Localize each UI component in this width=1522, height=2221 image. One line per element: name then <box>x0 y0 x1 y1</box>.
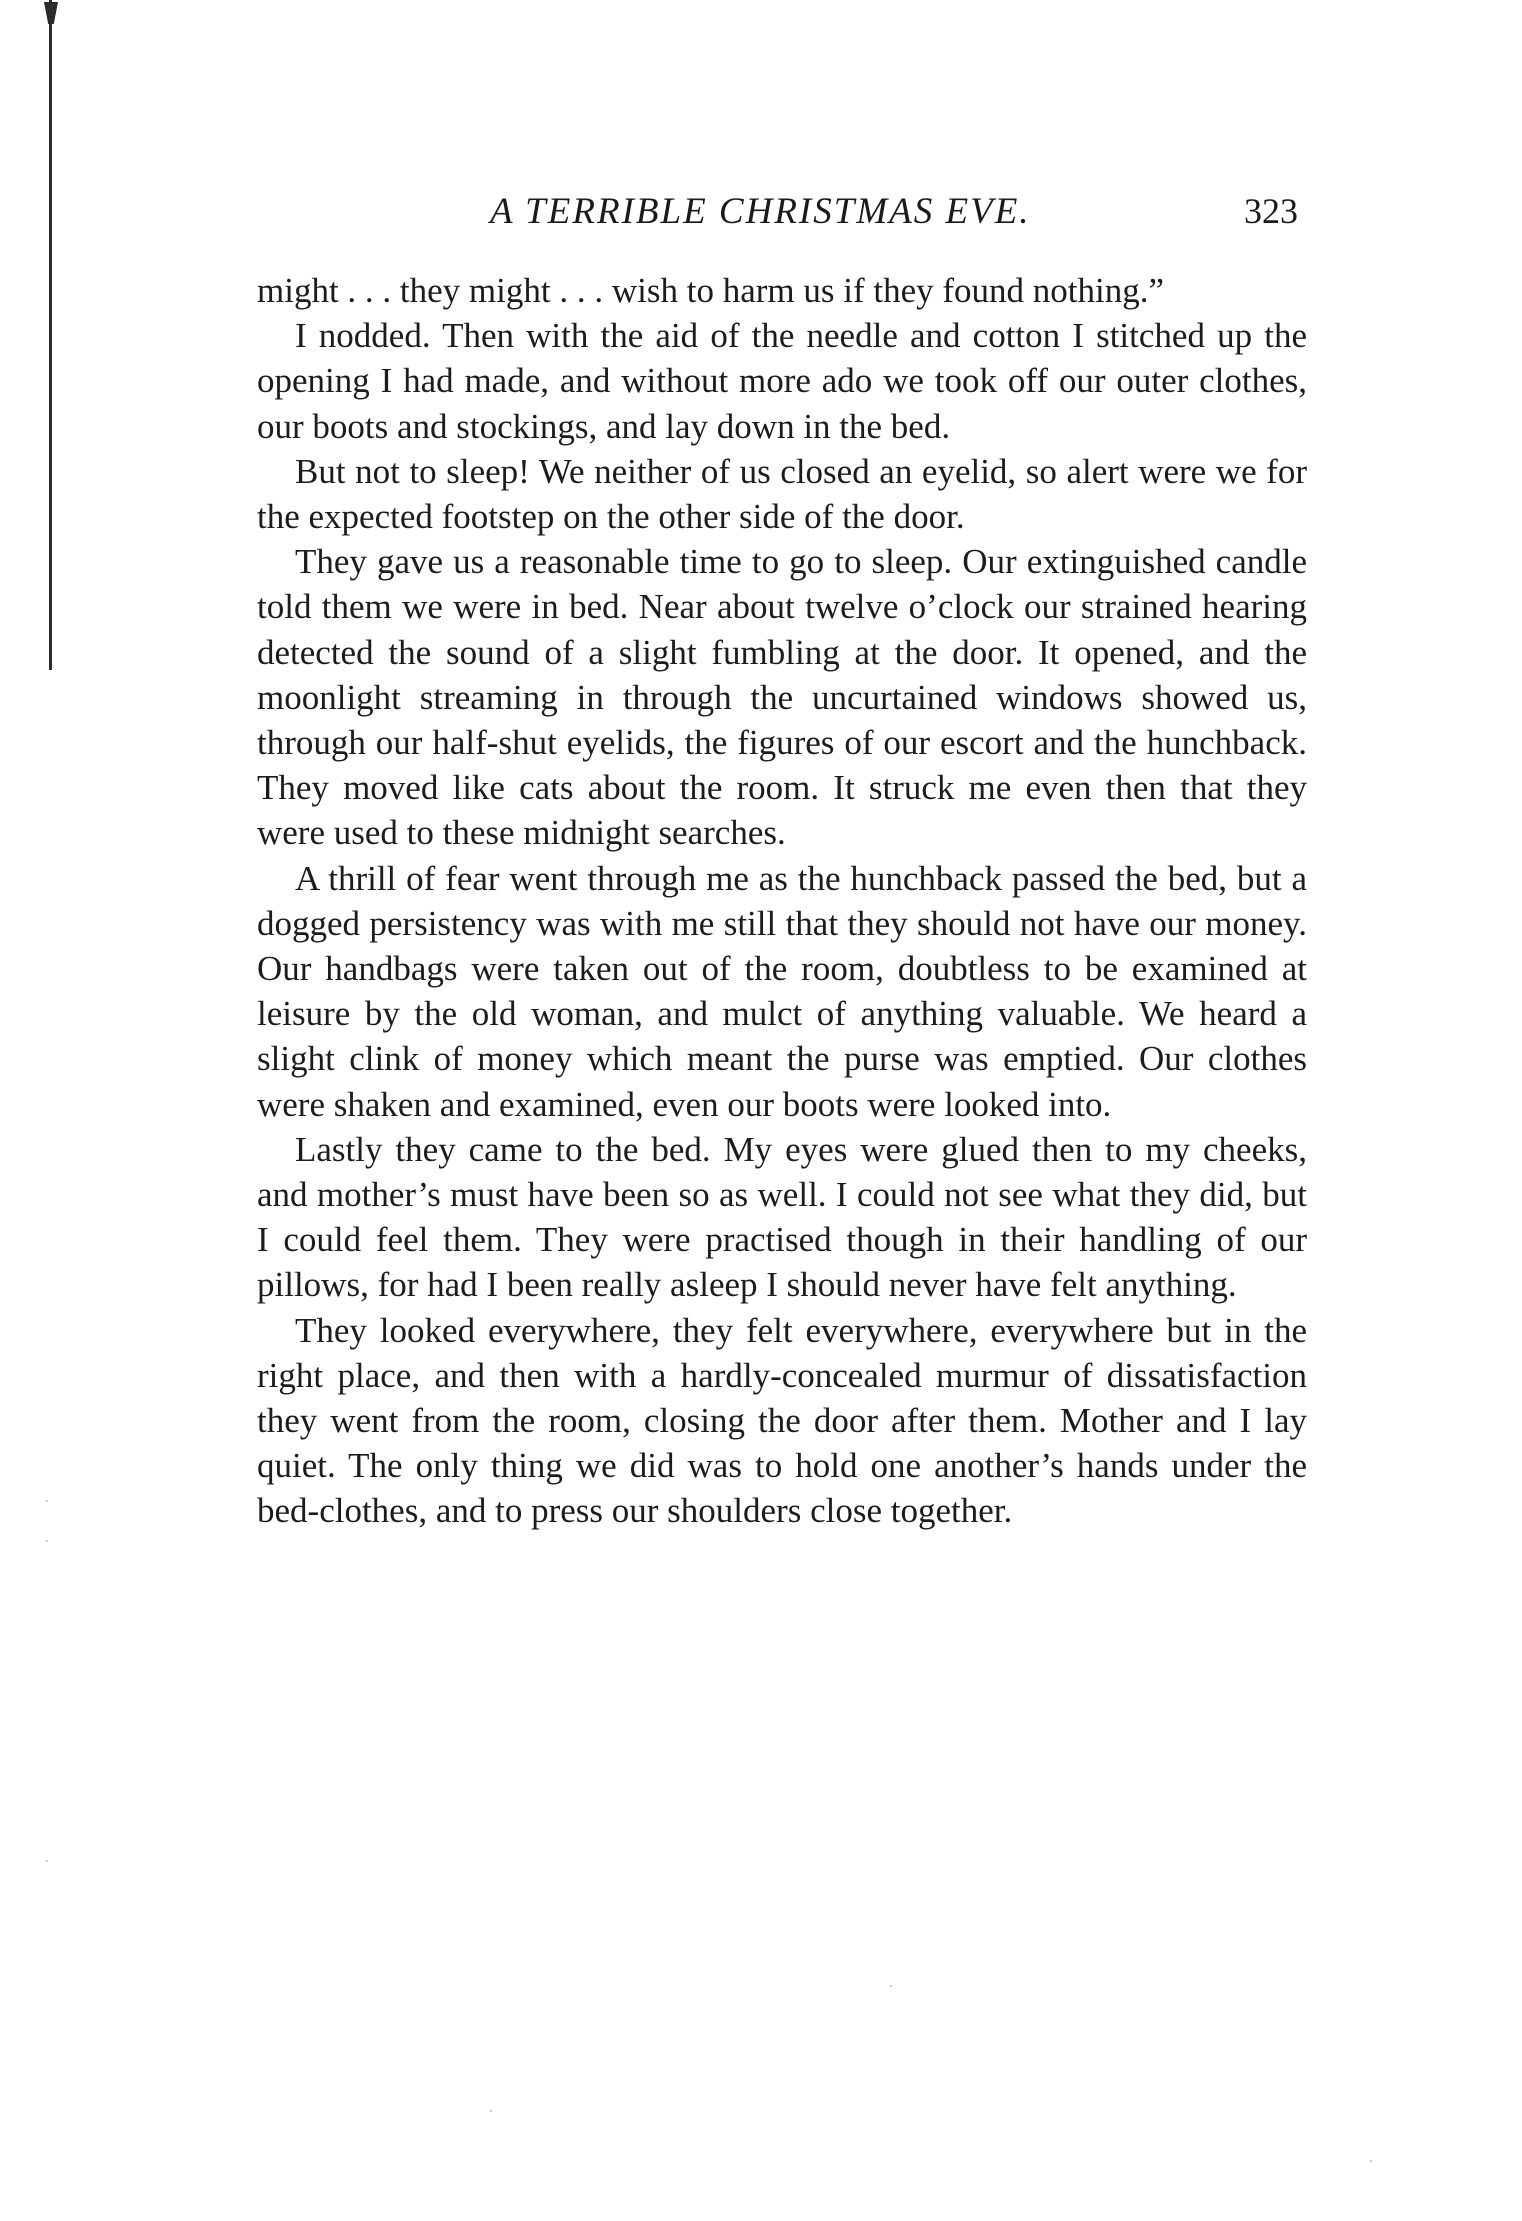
paragraph: They gave us a reasonable time to go to sleep. Our extinguished candle told them we were in bed. Near about twelve o’clock our strained hearing detected the sound of a slight fumbling at the door. It opened, and the moonlight streaming in through the uncurtained windows showed us, through our half-shut eyelids, the figures of our escort and the hunchback. They moved like cats about the room. It struck me even then that they were used to these midnight searches. <box>257 542 1307 853</box>
paragraph: I nodded. Then with the aid of the needle and cotton I stitched up the opening I had made, and without more ado we took off our outer clothes, our boots and stockings, and lay down in the bed. <box>257 316 1307 446</box>
paragraph: They looked everywhere, they felt everywhere, everywhere but in the right place, and then with a hardly-concealed murmur of dissatisfaction they went from the room, closing the door after them. Mother and I lay quiet. The only thing we did was to hold one another’s hands under the bed-clothes, and to press our shoulders close together. <box>257 1310 1307 1531</box>
paper-speck <box>1370 2160 1372 2162</box>
paper-speck <box>46 1500 48 1502</box>
paper-speck <box>46 1540 48 1542</box>
paper-speck <box>490 2110 492 2112</box>
body-text <box>257 268 1307 1534</box>
paragraph: Lastly they came to the bed. My eyes were glued then to my cheeks, and mother’s must have been so as well. I could not see what they did, but I could feel them. They were practised though in their handling of our pillows, for had I been really asleep I should never have felt anything. <box>257 1129 1307 1305</box>
paragraph: A thrill of fear went through me as the hunchback passed the bed, but a dogged persistency was with me still that they should not have our money. Our handbags were taken out of the room, doubtless to be examined at leisure by the old woman, and mulct of anything valuable. We heard a slight clink of money which meant the purse was emptied. Our clothes were shaken and examined, even our boots were looked into. <box>257 858 1307 1124</box>
paper-speck <box>890 1985 892 1987</box>
running-head <box>0 190 1522 236</box>
running-title: A TERRIBLE CHRISTMAS EVE. <box>490 191 1031 232</box>
paragraph-continuation: might . . . they might . . . wish to harm us if they found nothing.” <box>257 271 1165 310</box>
paper-speck <box>46 1860 48 1862</box>
page-number: 323 <box>1244 191 1298 231</box>
binding-edge <box>49 0 52 670</box>
paragraph: But not to sleep! We neither of us closed an eyelid, so alert were we for the expected footstep on the other side of the door. <box>257 451 1307 537</box>
